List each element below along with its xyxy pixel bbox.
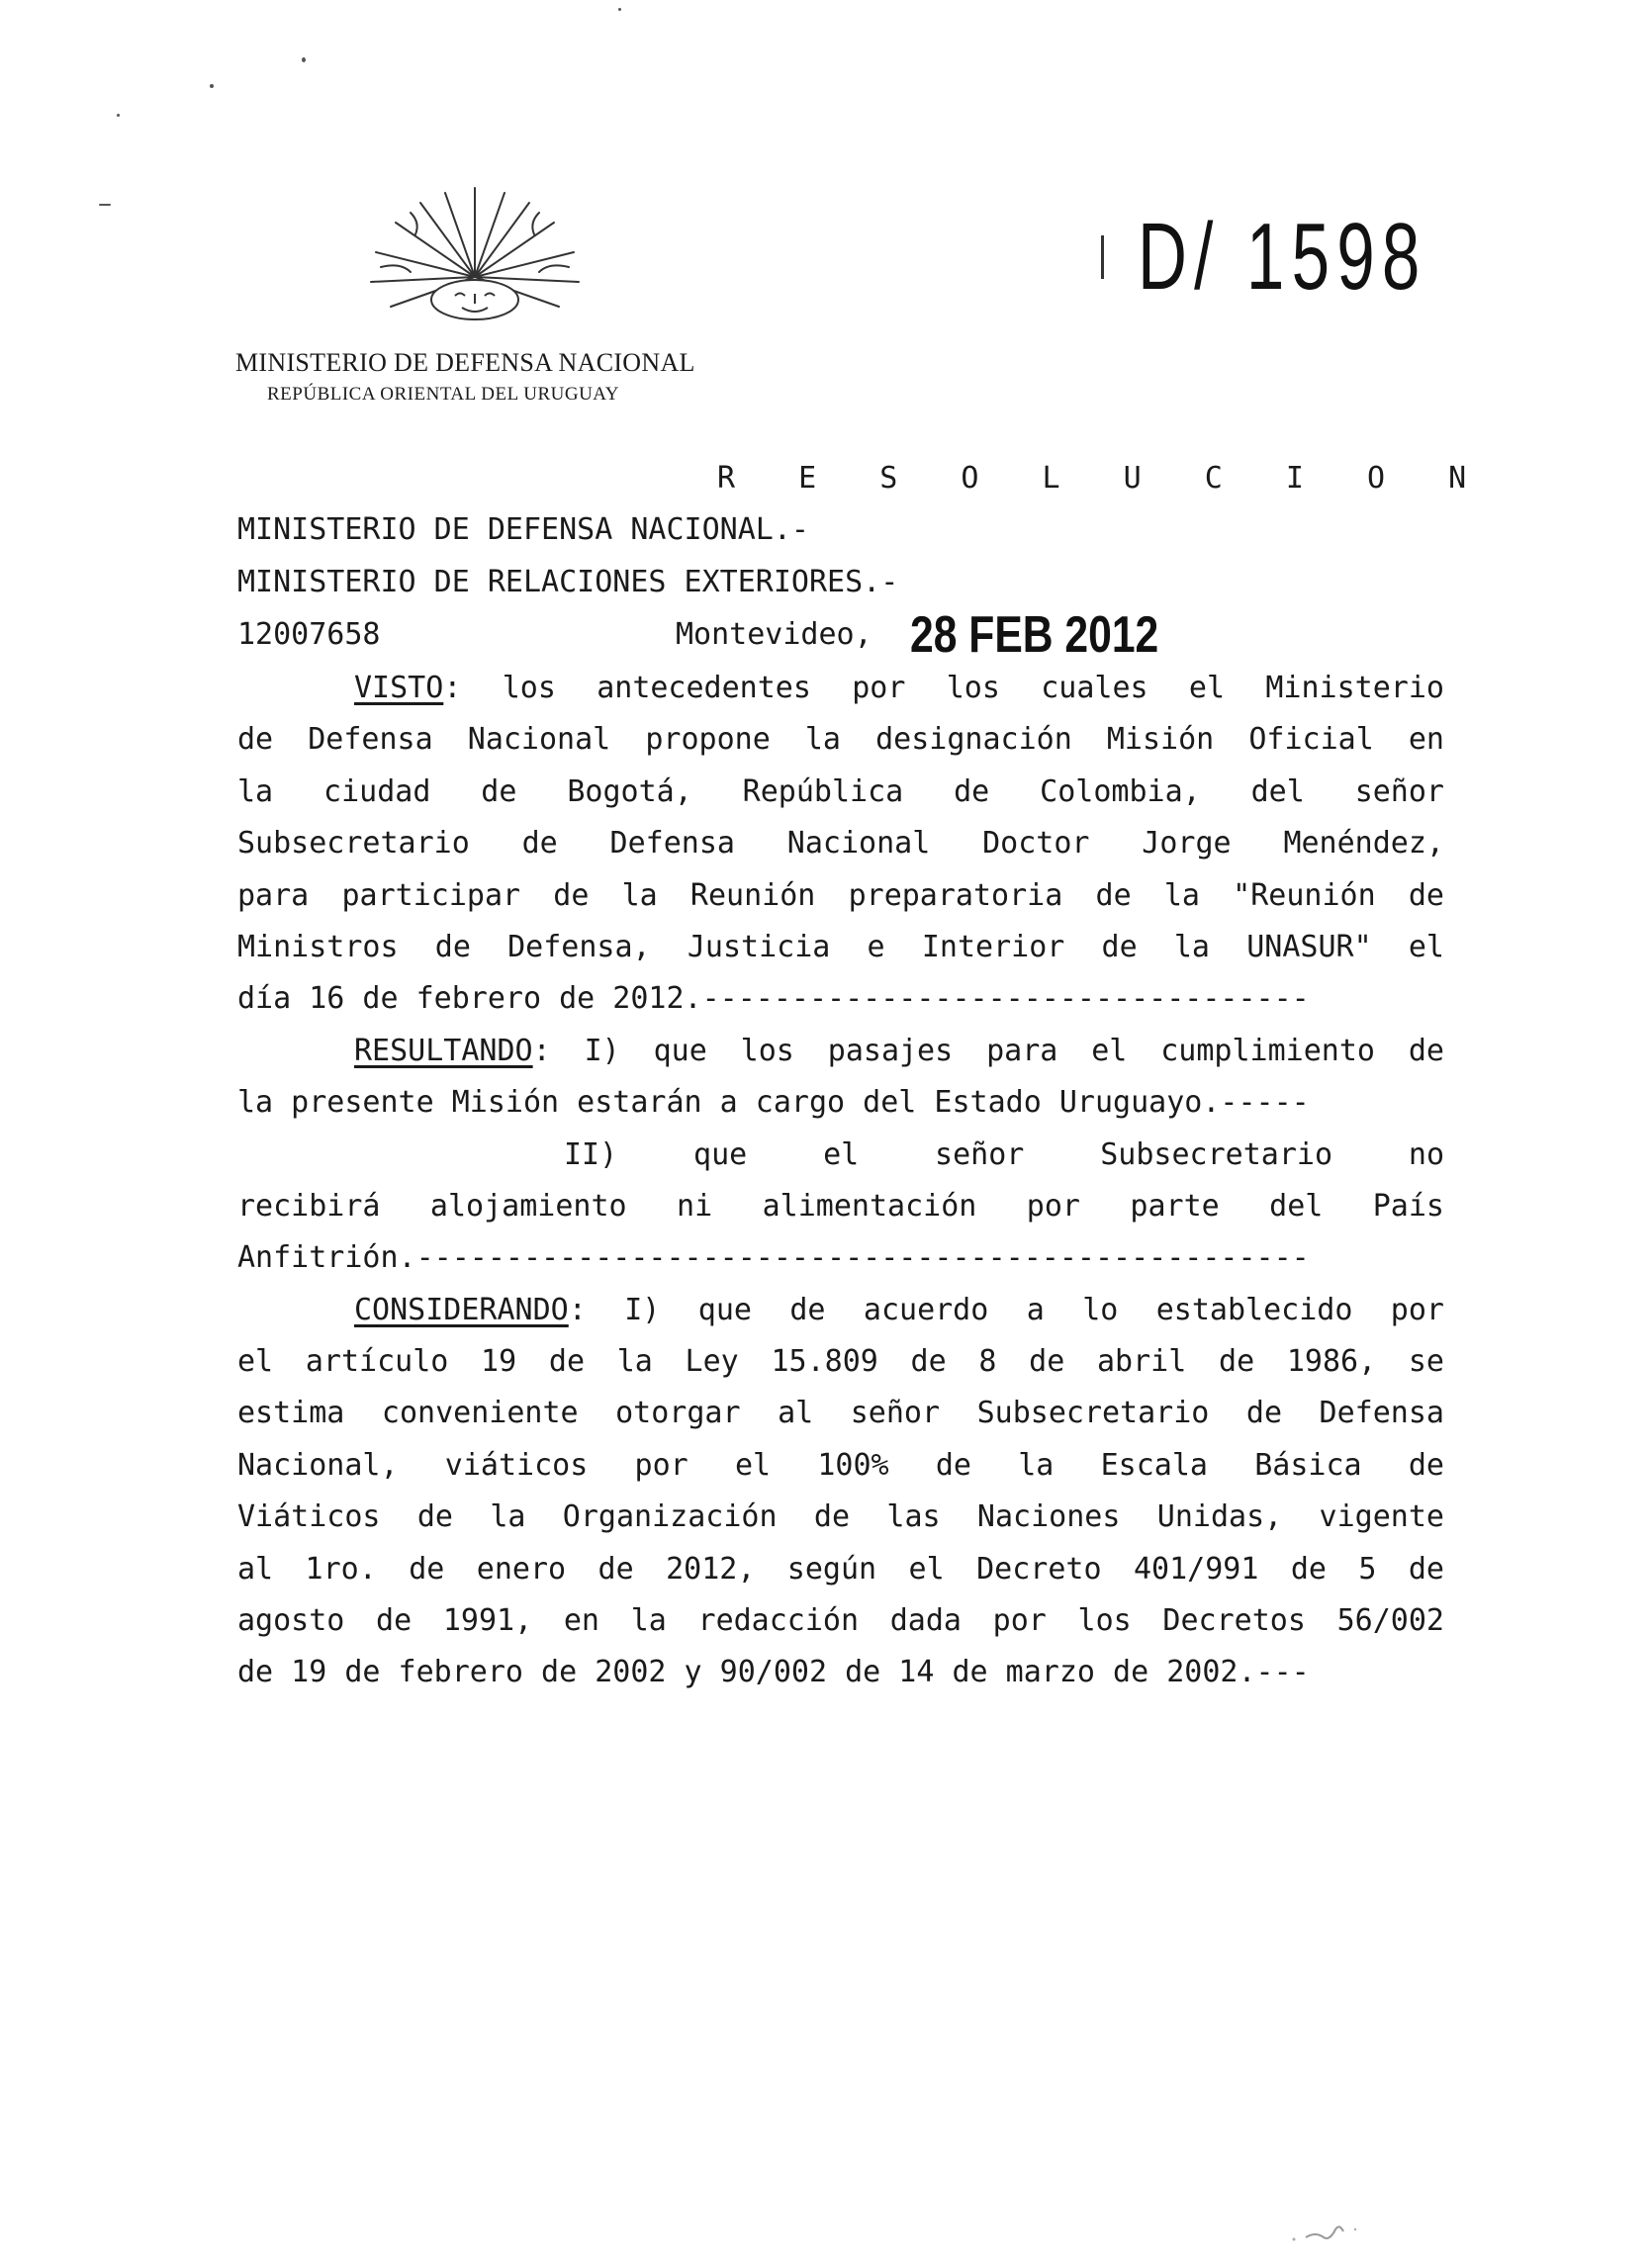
visto-line: día 16 de febrero de 2012.----------------------------------	[237, 981, 1310, 1017]
visto-line: Ministros de Defensa, Justicia e Interior de la UNASUR" el	[237, 929, 1444, 964]
visto-line: Subsecretario de Defensa Nacional Doctor Jorge Menéndez,	[237, 826, 1444, 862]
letterhead-republic-name: REPÚBLICA ORIENTAL DEL URUGUAY	[267, 384, 620, 405]
scan-speck	[618, 8, 621, 11]
file-number: 12007658	[237, 617, 381, 652]
stamp-mark	[1101, 235, 1104, 279]
considerando-line: CONSIDERANDO: I) que de acuerdo a lo establecido por	[354, 1292, 1444, 1327]
letterhead-ministry-name: MINISTERIO DE DEFENSA NACIONAL	[235, 348, 695, 377]
considerando-line: Nacional, viáticos por el 100% de la Escala Básica de	[237, 1447, 1444, 1483]
scan-speck	[302, 57, 306, 62]
resultando-line: II) que el señor Subsecretario no	[564, 1136, 1444, 1172]
ministry-line-relaciones: MINISTERIO DE RELACIONES EXTERIORES.-	[237, 565, 899, 599]
resultando-line: la presente Misión estarán a cargo del Estado Uruguayo.-----	[237, 1085, 1310, 1121]
document-number: D/ 1598	[1138, 204, 1427, 310]
visto-line: de Defensa Nacional propone la designación Misión Oficial en	[237, 722, 1444, 758]
resolution-body	[237, 663, 1444, 1699]
resultando-line: recibirá alojamiento ni alimentación por parte del País	[237, 1188, 1444, 1224]
scan-speck	[117, 114, 120, 117]
resultando-line: Anfitrión.--------------------------------------------------	[237, 1240, 1310, 1276]
considerando-line: Viáticos de la Organización de las Naciones Unidas, vigente	[237, 1499, 1444, 1535]
place-label: Montevideo,	[676, 617, 872, 652]
scan-speck	[210, 84, 214, 88]
ministry-line-defensa: MINISTERIO DE DEFENSA NACIONAL.-	[237, 512, 809, 547]
visto-line: VISTO: los antecedentes por los cuales el Ministerio	[354, 671, 1444, 705]
resultando-line: RESULTANDO: I) que los pasajes para el cumplimiento de	[354, 1033, 1444, 1068]
handwritten-mark-icon	[1286, 2216, 1405, 2245]
visto-line: la ciudad de Bogotá, República de Colombia, del señor	[237, 773, 1444, 809]
uruguay-sun-emblem-icon	[351, 183, 598, 331]
visto-label: VISTO	[354, 671, 444, 705]
resolution-heading: R E S O L U C I O N	[717, 461, 1490, 496]
considerando-label: CONSIDERANDO	[354, 1292, 569, 1327]
considerando-line: agosto de 1991, en la redacción dada por los Decretos 56/002	[237, 1603, 1444, 1639]
resultando-label: RESULTANDO	[354, 1033, 533, 1068]
date-stamp: 28 FEB 2012	[910, 606, 1159, 664]
considerando-line: de 19 de febrero de 2002 y 90/002 de 14 de marzo de 2002.---	[237, 1655, 1310, 1690]
considerando-line: el artículo 19 de la Ley 15.809 de 8 de abril de 1986, se	[237, 1344, 1444, 1380]
scan-speck	[99, 204, 111, 206]
considerando-line: estima conveniente otorgar al señor Subsecretario de Defensa	[237, 1396, 1444, 1431]
visto-line: para participar de la Reunión preparatoria de la "Reunión de	[237, 877, 1444, 913]
considerando-line: al 1ro. de enero de 2012, según el Decreto 401/991 de 5 de	[237, 1551, 1444, 1587]
